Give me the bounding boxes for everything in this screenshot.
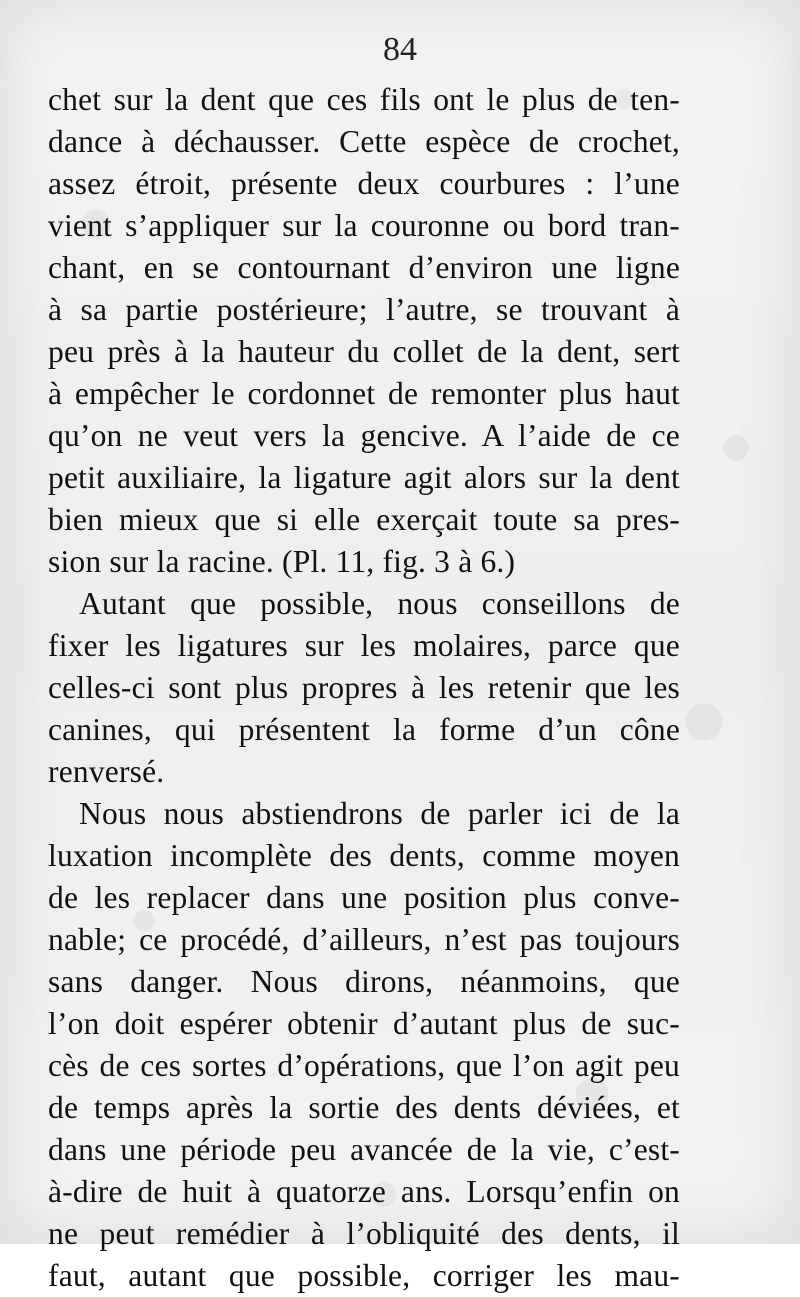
text-line: de temps après la sortie des dents déviées, et <box>48 1090 680 1125</box>
text-line: chet sur la dent que ces fils ont le plus de ten- <box>48 82 680 117</box>
text-line: de les replacer dans une position plus conve- <box>48 880 680 915</box>
text-line: celles-ci sont plus propres à les retenir que les <box>48 670 680 705</box>
text-line: bien mieux que si elle exerçait toute sa pres- <box>48 502 680 537</box>
text-line: faut, autant que possible, corriger les mau- <box>48 1258 680 1293</box>
text-line: vient s’appliquer sur la couronne ou bord tran- <box>48 208 680 243</box>
text-line: à empêcher le cordonnet de remonter plus haut <box>48 376 680 411</box>
text-line: qu’on ne veut vers la gencive. A l’aide de ce <box>48 418 680 453</box>
text-line: Nous nous abstiendrons de parler ici de la <box>79 796 680 831</box>
text-line: nable; ce procédé, d’ailleurs, n’est pas toujours <box>48 922 680 957</box>
text-line: ne peut remédier à l’obliquité des dents, il <box>48 1216 680 1251</box>
text-line: petit auxiliaire, la ligature agit alors sur la dent <box>48 460 680 495</box>
page-number: 84 <box>383 31 417 68</box>
text-line: dans une période peu avancée de la vie, c’est- <box>48 1132 680 1167</box>
text-line: luxation incomplète des dents, comme moyen <box>48 838 680 873</box>
text-line: canines, qui présentent la forme d’un cône <box>48 712 680 747</box>
text-line: à sa partie postérieure; l’autre, se trouvant à <box>48 292 680 327</box>
text-line: assez étroit, présente deux courbures : l’une <box>48 166 680 201</box>
text-line: renversé. <box>48 754 165 789</box>
text-line: sion sur la racine. (Pl. 11, fig. 3 à 6.) <box>48 544 516 579</box>
text-line: cès de ces sortes d’opérations, que l’on agit peu <box>48 1048 680 1083</box>
body-text <box>48 79 680 1297</box>
text-line: à-dire de huit à quatorze ans. Lorsqu’enfin on <box>48 1174 680 1209</box>
text-line: Autant que possible, nous conseillons de <box>79 586 680 621</box>
text-line: sans danger. Nous dirons, néanmoins, que <box>48 964 680 999</box>
text-line: dance à déchausser. Cette espèce de crochet, <box>48 124 680 159</box>
text-line: fixer les ligatures sur les molaires, parce que <box>48 628 680 663</box>
text-line: l’on doit espérer obtenir d’autant plus de suc- <box>48 1006 680 1041</box>
text-line: peu près à la hauteur du collet de la dent, sert <box>48 334 680 369</box>
text-line: chant, en se contournant d’environ une ligne <box>48 250 680 285</box>
